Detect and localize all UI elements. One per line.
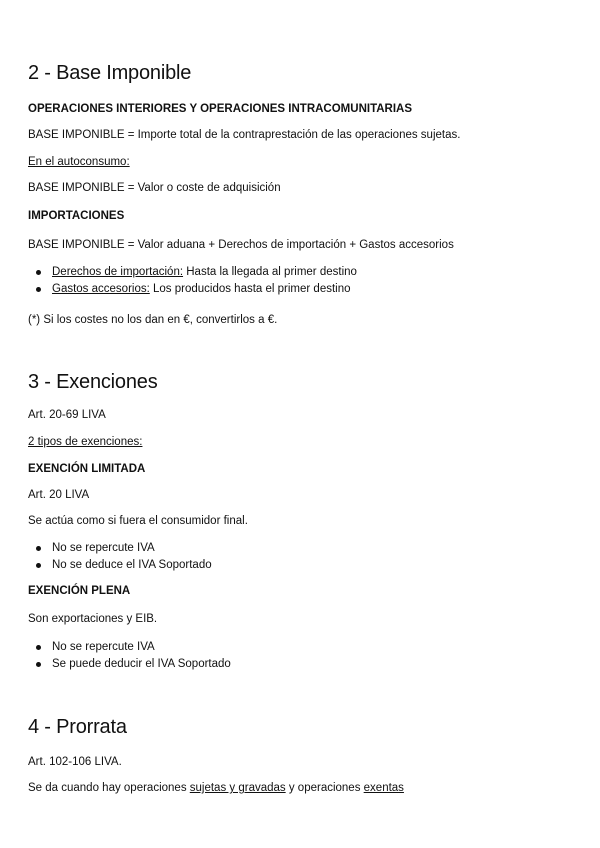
list-item: No se deduce el IVA Soportado [28, 557, 212, 574]
importaciones-list [28, 264, 357, 298]
limitada-list [28, 540, 212, 574]
list-item-desc: Los producidos hasta el primer destino [149, 283, 351, 295]
heading-importaciones: IMPORTACIONES [28, 210, 125, 222]
desc-prefix: Se da cuando hay operaciones [28, 782, 190, 794]
article-prorrata: Art. 102-106 LIVA. [28, 756, 122, 768]
desc-exentas: exentas [363, 782, 404, 794]
list-item [28, 281, 357, 298]
list-item: No se repercute IVA [28, 540, 212, 557]
formula-operaciones: BASE IMPONIBLE = Importe total de la contraprestación de las operaciones sujetas. [28, 129, 461, 141]
desc-exencion-limitada: Se actúa como si fuera el consumidor final. [28, 515, 248, 527]
formula-autoconsumo: BASE IMPONIBLE = Valor o coste de adquisición [28, 182, 281, 194]
list-item-term: Gastos accesorios: [52, 283, 150, 295]
desc-sujetas-gravadas: sujetas y gravadas [189, 782, 286, 794]
article-exencion-limitada: Art. 20 LIVA [28, 489, 90, 501]
list-item-term: Derechos de importación: [52, 266, 184, 278]
list-item: Se puede deducir el IVA Soportado [28, 656, 231, 673]
heading-exencion-plena: EXENCIÓN PLENA [28, 585, 131, 597]
heading-operaciones-interiores: OPERACIONES INTERIORES Y OPERACIONES INTRACOMUNITARIAS [28, 103, 413, 115]
section-title-exenciones: 3 - Exenciones [28, 371, 158, 393]
list-item-desc: Hasta la llegada al primer destino [183, 266, 357, 278]
list-item: No se repercute IVA [28, 639, 231, 656]
desc-prorrata [28, 781, 404, 795]
desc-mid: y operaciones [285, 782, 364, 794]
note-costes: (*) Si los costes no los dan en €, convertirlos a €. [28, 314, 278, 326]
plena-list [28, 639, 231, 673]
section-title-base-imponible: 2 - Base Imponible [28, 62, 192, 84]
section-title-prorrata: 4 - Prorrata [28, 716, 127, 738]
article-exenciones: Art. 20-69 LIVA [28, 409, 106, 421]
heading-exencion-limitada: EXENCIÓN LIMITADA [28, 463, 146, 475]
desc-exencion-plena: Son exportaciones y EIB. [28, 613, 158, 625]
label-autoconsumo: En el autoconsumo: [28, 156, 130, 168]
formula-importaciones: BASE IMPONIBLE = Valor aduana + Derechos de importación + Gastos accesorios [28, 239, 454, 251]
label-tipos-exenciones: 2 tipos de exenciones: [28, 436, 143, 448]
list-item [28, 264, 357, 281]
